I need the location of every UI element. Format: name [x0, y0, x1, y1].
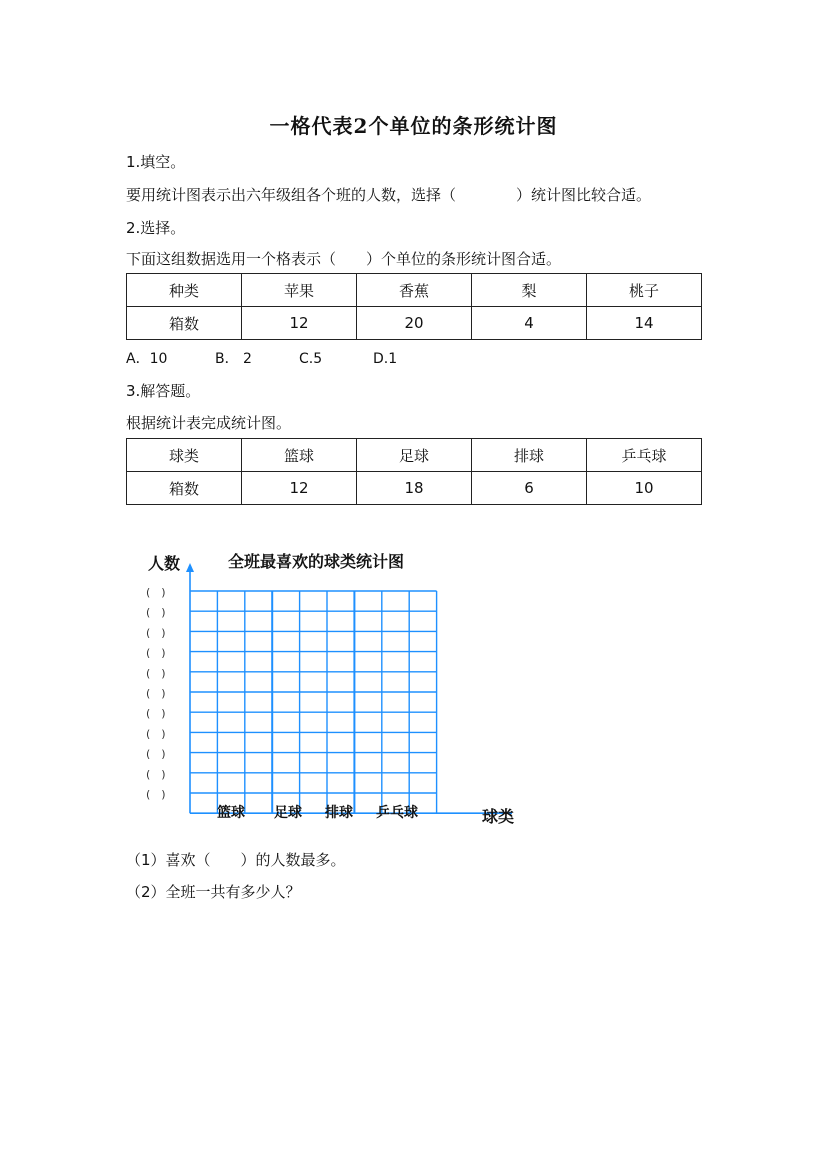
option-c: C.5 — [299, 351, 323, 367]
table-cell: 种类 — [127, 274, 242, 307]
y-tick-label: ( ) — [146, 767, 166, 781]
chart-grid — [140, 560, 520, 830]
table-cell: 乒乓球 — [587, 439, 702, 472]
table-cell: 12 — [242, 472, 357, 505]
y-tick-label: ( ) — [146, 646, 166, 660]
y-tick-label: ( ) — [146, 666, 166, 680]
table-cell: 10 — [587, 472, 702, 505]
chart-x-label: 球类 — [482, 807, 515, 826]
y-tick-label: ( ) — [146, 788, 166, 801]
y-tick-label: ( ) — [146, 707, 166, 721]
y-tick-label: ( ) — [146, 626, 166, 640]
y-tick-label: ( ) — [146, 727, 166, 741]
subquestion-2: （2）全班一共有多少人？ — [126, 883, 301, 901]
table-row — [127, 307, 702, 340]
table-cell: 18 — [357, 472, 472, 505]
table-row — [127, 274, 702, 307]
option-d: D.1 — [373, 351, 398, 367]
ball-table — [126, 438, 702, 505]
table-cell: 箱数 — [127, 472, 242, 505]
x-tick-label: 足球 — [274, 805, 302, 821]
option-b: B． 2 — [215, 351, 252, 367]
table-cell: 排球 — [472, 439, 587, 472]
y-tick-label: ( ) — [146, 586, 166, 599]
y-tick-label: ( ) — [146, 747, 166, 761]
table-cell: 6 — [472, 472, 587, 505]
subquestion-1: （1）喜欢（ ）的人数最多。 — [126, 851, 346, 869]
table-cell: 篮球 — [242, 439, 357, 472]
table-cell: 4 — [472, 307, 587, 340]
chart-y-label: 人数 — [148, 554, 181, 573]
x-tick-label: 篮球 — [217, 805, 245, 821]
table-cell: 足球 — [357, 439, 472, 472]
y-tick-label: ( ) — [146, 687, 166, 700]
table-cell: 箱数 — [127, 307, 242, 340]
table-cell: 球类 — [127, 439, 242, 472]
table-cell: 苹果 — [242, 274, 357, 307]
y-tick-label: ( ) — [146, 606, 166, 620]
chart-title: 全班最喜欢的球类统计图 — [228, 552, 405, 571]
section3-heading: 3.解答题。 — [126, 382, 201, 400]
table-cell: 桃子 — [587, 274, 702, 307]
table-row — [127, 439, 702, 472]
y-axis-arrow — [186, 563, 194, 572]
table-cell: 12 — [242, 307, 357, 340]
x-tick-label: 排球 — [325, 805, 353, 821]
section2-question: 下面这组数据选用一个格表示（ ）个单位的条形统计图合适。 — [126, 250, 562, 268]
page-title: 一格代表2个单位的条形统计图 — [269, 114, 558, 138]
section3-instruction: 根据统计表完成统计图。 — [126, 414, 292, 432]
section2-heading: 2.选择。 — [126, 219, 186, 237]
table-row — [127, 472, 702, 505]
table-cell: 香蕉 — [357, 274, 472, 307]
x-tick-label: 乒乓球 — [376, 805, 418, 821]
section1-heading: 1.填空。 — [126, 153, 186, 171]
option-a: A．10 — [126, 351, 168, 367]
fruit-table — [126, 273, 702, 340]
table-cell: 14 — [587, 307, 702, 340]
table-cell: 梨 — [472, 274, 587, 307]
section1-question: 要用统计图表示出六年级组各个班的人数，选择（ ）统计图比较合适。 — [126, 186, 652, 204]
choice-options — [126, 348, 397, 368]
table-cell: 20 — [357, 307, 472, 340]
